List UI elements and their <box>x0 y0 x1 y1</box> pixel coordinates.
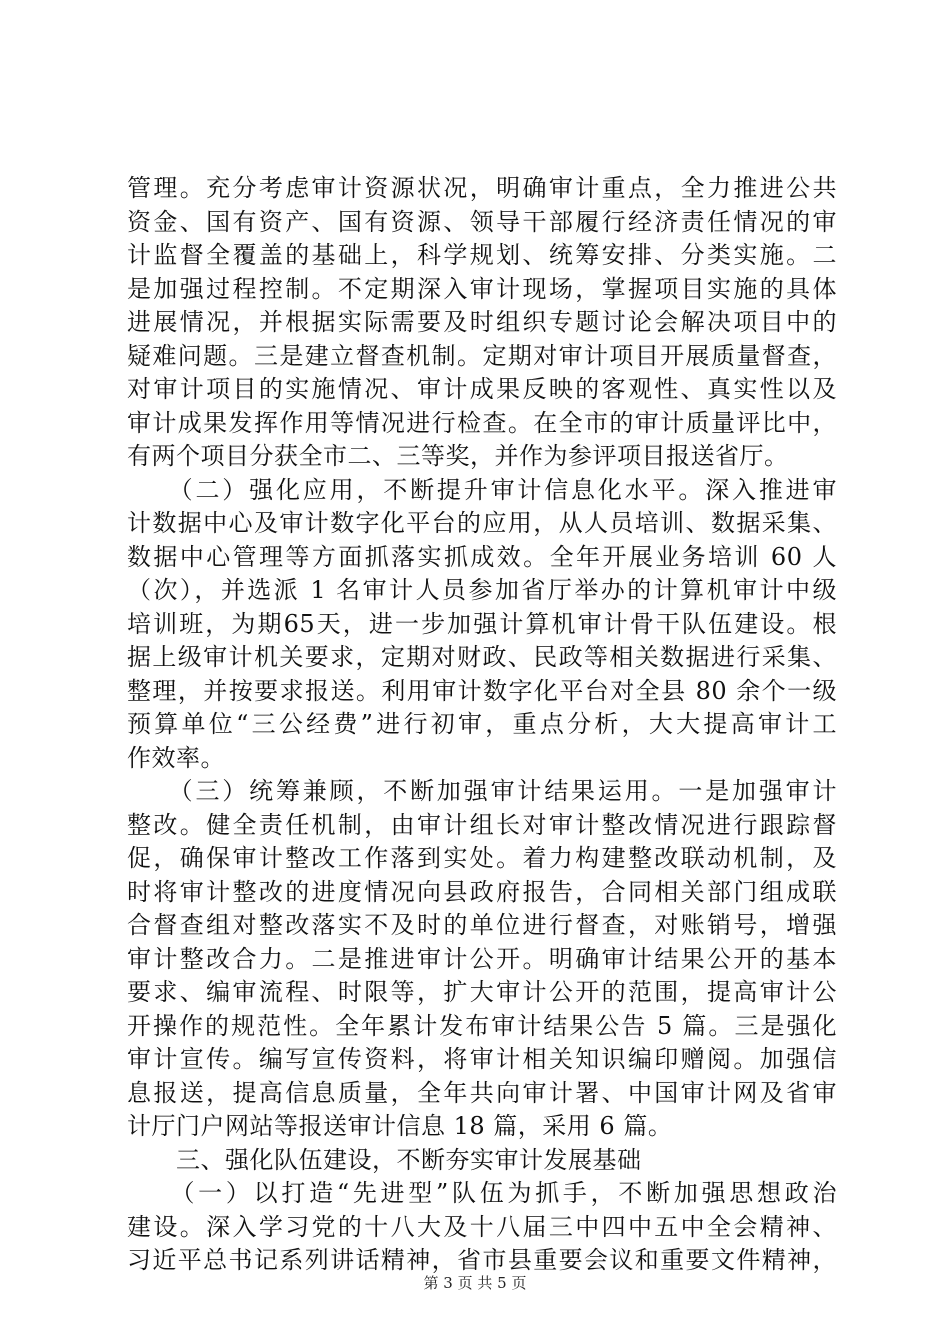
text-line: 要求、编审流程、时限等，扩大审计公开的范围，提高审计公 <box>127 978 837 1006</box>
text-line: 建设。深入学习党的十八大及十八届三中四中五中全会精神、 <box>127 1212 837 1241</box>
text-line: 据上级审计机关要求，定期对财政、民政等相关数据进行采集、 <box>127 643 837 671</box>
text-line: 审计整改合力。二是推进审计公开。明确审计结果公开的基本 <box>127 944 837 973</box>
text-line: 有两个项目分获全市二、三等奖，并作为参评项目报送省厅。 <box>127 442 789 470</box>
text-line: 时将审计整改的进度情况向县政府报告，合同相关部门组成联 <box>127 877 837 906</box>
text-line: 预算单位“三公经费”进行初审，重点分析，大大提高审计工 <box>127 710 837 738</box>
text-line: 计数据中心及审计数字化平台的应用，从人员培训、数据采集、 <box>127 509 837 537</box>
text-line: 审计成果发挥作用等情况进行检查。在全市的审计质量评比中， <box>127 408 837 437</box>
text-line: 管理。充分考虑审计资源状况，明确审计重点，全力推进公共 <box>127 174 837 202</box>
text-line: 整理，并按要求报送。利用审计数字化平台对全县 80 余个一级 <box>127 676 837 705</box>
text-line: 计厅门户网站等报送审计信息 18 篇，采用 6 篇。 <box>127 1112 673 1140</box>
text-line: 培训班，为期65天，进一步加强计算机审计骨干队伍建设。根 <box>127 609 837 638</box>
section-heading: 三、强化队伍建设，不断夯实审计发展基础 <box>127 1145 642 1174</box>
text-line: （次），并选派 1 名审计人员参加省厅举办的计算机审计中级 <box>127 576 837 604</box>
text-line: 疑难问题。三是建立督查机制。定期对审计项目开展质量督查， <box>127 341 837 370</box>
text-line: 计监督全覆盖的基础上，科学规划、统筹安排、分类实施。二 <box>127 241 837 269</box>
text-line: 对审计项目的实施情况、审计成果反映的客观性、真实性以及 <box>127 375 837 403</box>
paragraph-start-line: （三）统筹兼顾，不断加强审计结果运用。一是加强审计 <box>127 777 837 805</box>
document-body <box>127 172 837 1278</box>
text-line: 促，确保审计整改工作落到实处。着力构建整改联动机制，及 <box>127 844 837 872</box>
page-number-footer: 第 3 页 共 5 页 <box>423 1274 527 1292</box>
paragraph-start-line: （一）以打造“先进型”队伍为抓手，不断加强思想政治 <box>127 1179 837 1207</box>
text-line: 合督查组对整改落实不及时的单位进行督查，对账销号，增强 <box>127 911 837 939</box>
text-line: 习近平总书记系列讲话精神，省市县重要会议和重要文件精神， <box>127 1246 837 1274</box>
text-line: 资金、国有资产、国有资源、领导干部履行经济责任情况的审 <box>127 207 837 236</box>
paragraph-start-line: （二）强化应用，不断提升审计信息化水平。深入推进审 <box>127 475 837 504</box>
text-line: 开操作的规范性。全年累计发布审计结果公告 5 篇。三是强化 <box>127 1011 837 1040</box>
text-line: 整改。健全责任机制，由审计组长对审计整改情况进行跟踪督 <box>127 810 837 839</box>
text-line: 息报送，提高信息质量，全年共向审计署、中国审计网及省审 <box>127 1078 837 1107</box>
text-line: 数据中心管理等方面抓落实抓成效。全年开展业务培训 60 人 <box>127 542 837 571</box>
text-line: 进展情况，并根据实际需要及时组织专题讨论会解决项目中的 <box>127 308 837 336</box>
text-line: 是加强过程控制。不定期深入审计现场，掌握项目实施的具体 <box>127 274 837 303</box>
text-line: 作效率。 <box>127 743 225 772</box>
text-line: 审计宣传。编写宣传资料，将审计相关知识编印赠阅。加强信 <box>127 1045 837 1073</box>
